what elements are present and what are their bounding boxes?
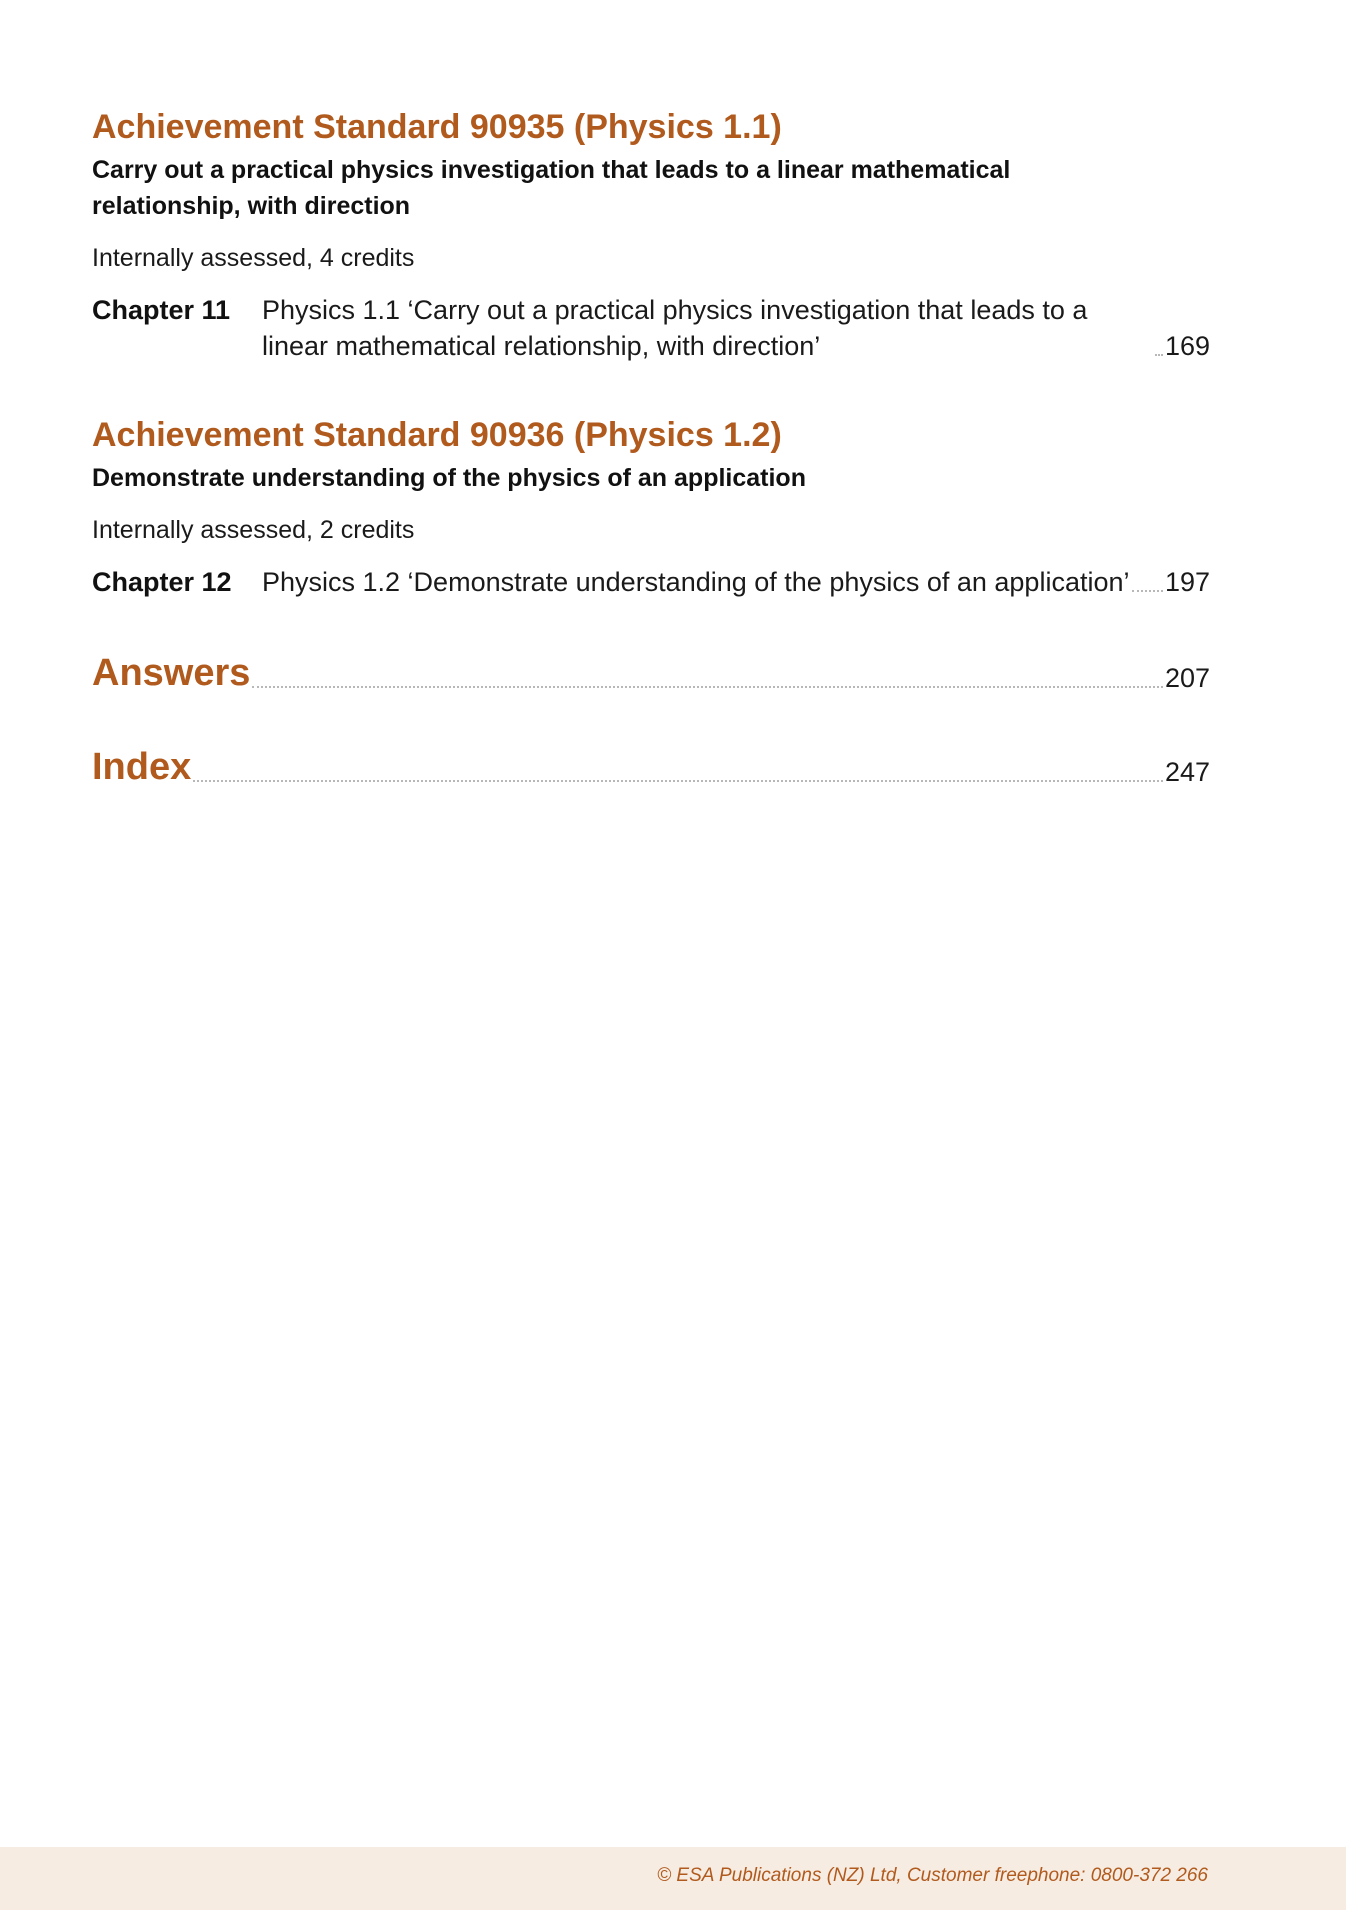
dot-leader (193, 780, 1163, 782)
standard-assessment: Internally assessed, 2 credits (92, 516, 415, 544)
footer-copyright: © ESA Publications (NZ) Ltd, Customer freephone: 0800-372 266 (657, 1865, 1208, 1886)
standard-description: Carry out a practical physics investigation that leads to a linear mathematical relationship, with direction (92, 156, 1011, 220)
page-number[interactable]: 247 (1164, 757, 1210, 787)
page-number[interactable]: 207 (1164, 663, 1210, 693)
standard-assessment: Internally assessed, 4 credits (92, 244, 415, 272)
dot-leader (252, 686, 1163, 688)
index-title[interactable]: Index (92, 746, 192, 788)
chapter-title[interactable]: Physics 1.2 ‘Demonstrate understanding of the physics of an application’ (262, 567, 1130, 597)
standard-section-90936 (92, 412, 1210, 600)
dot-leader (1155, 354, 1163, 356)
dot-leader (1132, 590, 1163, 592)
standard-title: Achievement Standard 90935 (Physics 1.1) (92, 108, 782, 146)
answers-title[interactable]: Answers (92, 652, 251, 694)
chapter-entry-11[interactable] (92, 292, 1210, 364)
footer-band (0, 1847, 1346, 1910)
chapter-label: Chapter 12 (92, 567, 232, 597)
page-number[interactable]: 197 (1164, 567, 1210, 597)
standard-description: Demonstrate understanding of the physics of an application (92, 464, 806, 492)
chapter-entry-12[interactable] (92, 564, 1210, 600)
chapter-label: Chapter 11 (92, 295, 231, 325)
chapter-body (262, 292, 1210, 364)
chapter-body (262, 564, 1210, 600)
index-entry[interactable] (92, 742, 1210, 792)
answers-entry[interactable] (92, 648, 1210, 698)
standard-section-90935 (92, 104, 1210, 364)
page-number[interactable]: 169 (1164, 331, 1210, 361)
toc-content (92, 104, 1210, 836)
chapter-title[interactable]: Physics 1.1 ‘Carry out a practical physics investigation that leads to a linear mathematical relationship, with direction’ (262, 295, 1088, 361)
standard-title: Achievement Standard 90936 (Physics 1.2) (92, 416, 782, 454)
